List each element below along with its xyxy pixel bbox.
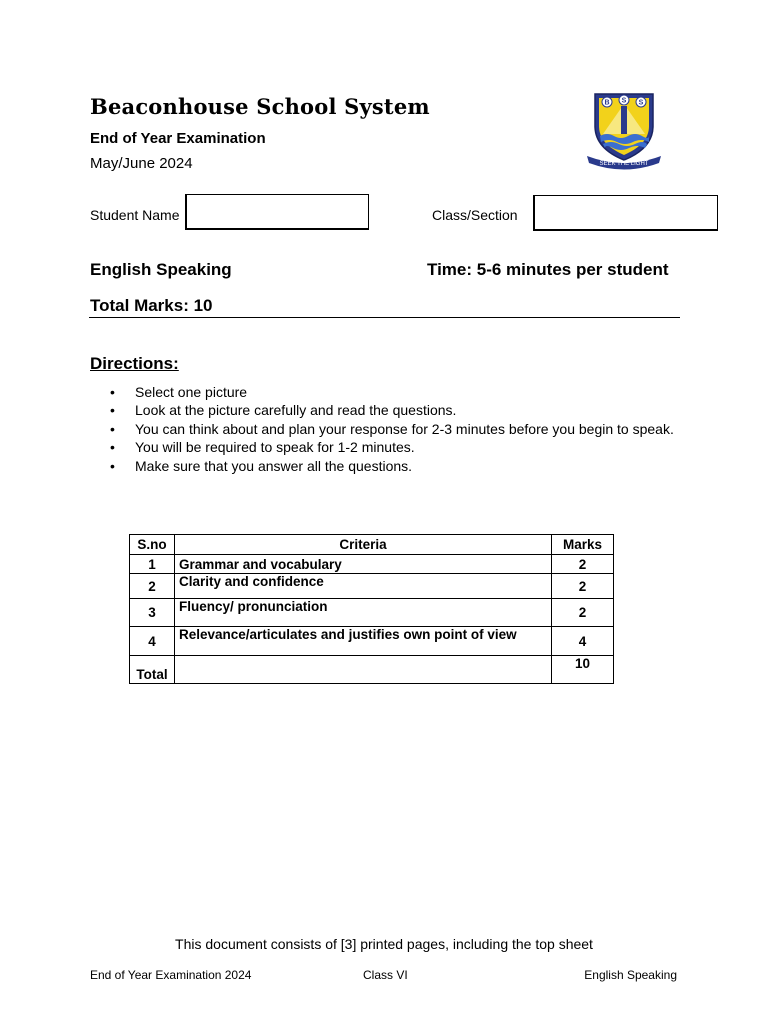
total-criteria-empty bbox=[175, 656, 552, 684]
direction-item: • You can think about and plan your response for 2-3 minutes before you begin to speak. bbox=[135, 421, 674, 439]
footer-center: Class VI bbox=[363, 968, 408, 982]
total-value: 10 bbox=[552, 656, 614, 684]
row-sno: 1 bbox=[130, 555, 175, 574]
exam-title: End of Year Examination bbox=[90, 130, 266, 147]
student-name-label: Student Name bbox=[90, 207, 180, 223]
directions-list bbox=[90, 384, 674, 476]
row-criteria: Fluency/ pronunciation bbox=[175, 599, 552, 627]
table-row bbox=[130, 555, 614, 574]
row-criteria: Relevance/articulates and justifies own point of view bbox=[175, 627, 552, 656]
footer-left: End of Year Examination 2024 bbox=[90, 968, 252, 982]
row-sno: 4 bbox=[130, 627, 175, 656]
table-header-row bbox=[130, 535, 614, 555]
criteria-table bbox=[129, 534, 614, 684]
school-logo bbox=[583, 90, 665, 172]
divider bbox=[89, 317, 680, 318]
direction-item: • Look at the picture carefully and read the questions. bbox=[135, 402, 674, 420]
row-marks: 4 bbox=[552, 627, 614, 656]
footer-right: English Speaking bbox=[584, 968, 677, 982]
header-marks: Marks bbox=[552, 535, 614, 555]
row-sno: 3 bbox=[130, 599, 175, 627]
svg-text:S: S bbox=[621, 97, 627, 105]
row-marks: 2 bbox=[552, 555, 614, 574]
header-sno: S.no bbox=[130, 535, 175, 555]
table-total-row bbox=[130, 656, 614, 684]
row-sno: 2 bbox=[130, 574, 175, 599]
row-marks: 2 bbox=[552, 574, 614, 599]
row-criteria: Clarity and confidence bbox=[175, 574, 552, 599]
class-section-label: Class/Section bbox=[432, 207, 518, 223]
total-label: Total bbox=[130, 656, 175, 684]
row-criteria: Grammar and vocabulary bbox=[175, 555, 552, 574]
student-name-field[interactable] bbox=[185, 194, 369, 230]
exam-session: May/June 2024 bbox=[90, 155, 193, 172]
class-section-field[interactable] bbox=[533, 195, 718, 231]
table-row bbox=[130, 599, 614, 627]
table-row bbox=[130, 627, 614, 656]
svg-text:S: S bbox=[638, 99, 644, 107]
subject-title: English Speaking bbox=[90, 260, 232, 279]
table-row bbox=[130, 574, 614, 599]
total-marks: Total Marks: 10 bbox=[90, 296, 213, 315]
time-allowed: Time: 5-6 minutes per student bbox=[427, 260, 669, 279]
direction-item: • Select one picture bbox=[135, 384, 674, 402]
direction-item: • Make sure that you answer all the questions. bbox=[135, 458, 674, 476]
svg-text:B: B bbox=[604, 99, 610, 107]
school-name: Beaconhouse School System bbox=[90, 94, 430, 119]
row-marks: 2 bbox=[552, 599, 614, 627]
direction-item: • You will be required to speak for 1-2 minutes. bbox=[135, 439, 674, 457]
directions-title: Directions: bbox=[90, 354, 179, 373]
page-count-note: This document consists of [3] printed pages, including the top sheet bbox=[175, 936, 593, 952]
svg-text:SEEK THE LIGHT: SEEK THE LIGHT bbox=[599, 161, 649, 167]
header-criteria: Criteria bbox=[175, 535, 552, 555]
